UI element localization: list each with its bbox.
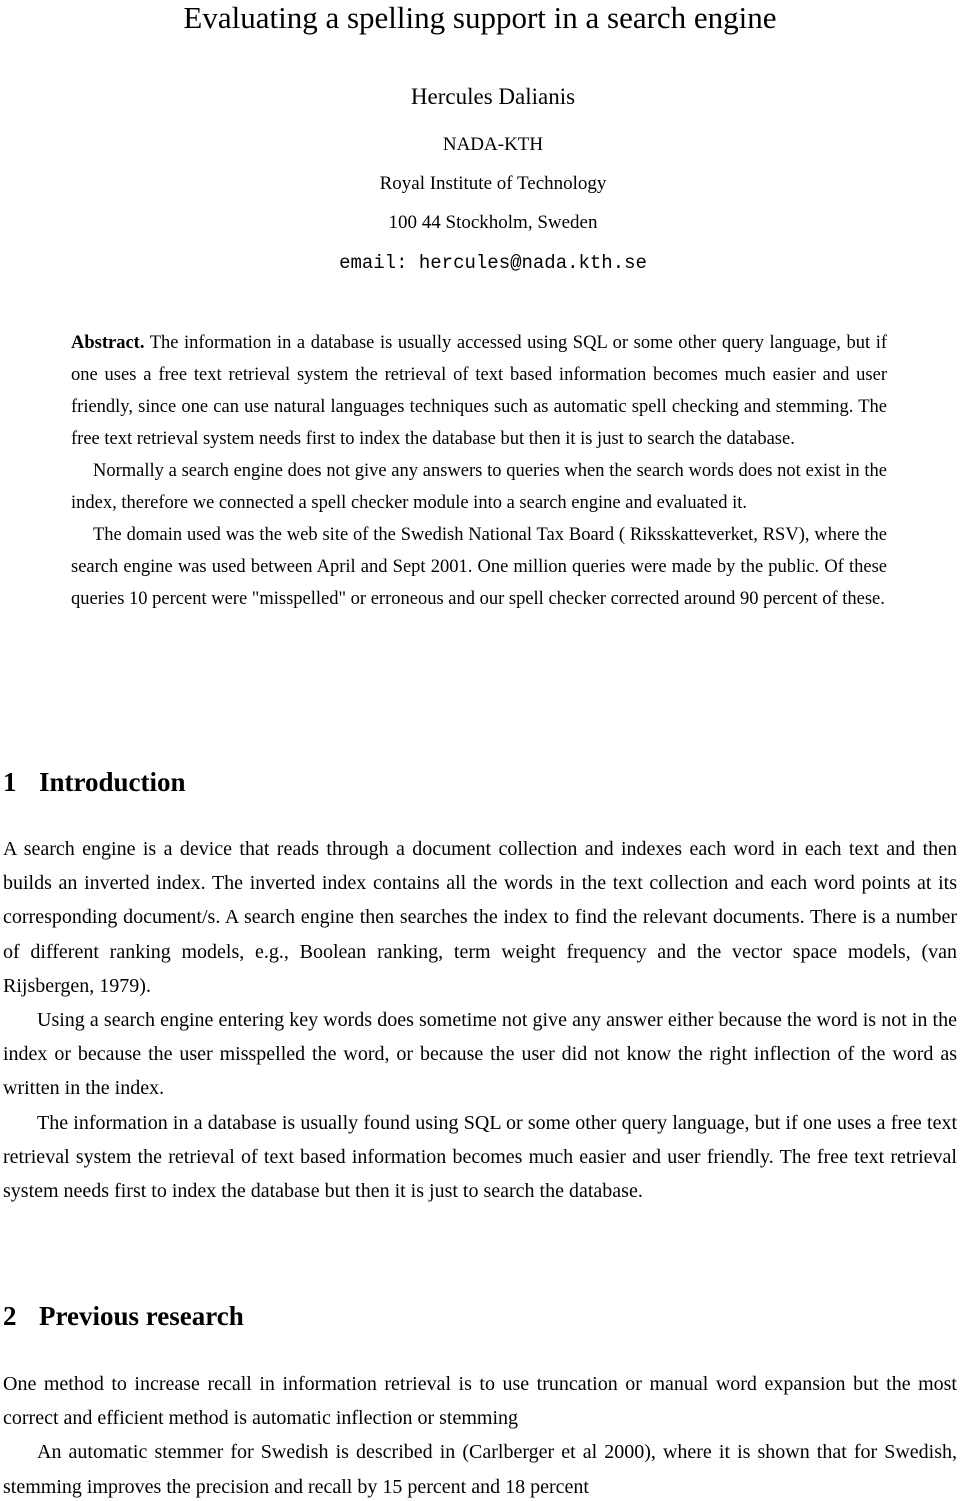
affiliation-department: NADA-KTH xyxy=(442,134,544,155)
author-email: email: hercules@nada.kth.se xyxy=(339,252,647,274)
section-heading-previous-research xyxy=(3,1300,244,1332)
introduction-paragraph-1: A search engine is a device that reads through a document collection and indexes each word in each text and then builds an inverted index. The inverted index contains all the words in the text collection and each word points at its corresponding document/s. A search engine then searches the index to find the relevant documents. There is a number of different ranking models, e.g., Boolean ranking, term weight frequency and the vector space models, (van Rijsbergen, 1979). xyxy=(3,838,957,997)
paper-title: Evaluating a spelling support in a search engine xyxy=(183,0,777,35)
abstract-paragraph-3: The domain used was the web site of the Swedish National Tax Board ( Riksskatteverket, RSV), where the search engine was used between April and Sept 2001. One million queries were made by the public. Of these queries 10 percent were "misspelled" or erroneous and our spell checker corrected around 90 percent of these. xyxy=(71,525,887,609)
section-title: Introduction xyxy=(39,767,186,797)
section-title: Previous research xyxy=(39,1301,244,1331)
author-name: Hercules Dalianis xyxy=(410,84,576,109)
abstract-paragraph-1 xyxy=(71,327,887,455)
previous-research-paragraph-1: One method to increase recall in information retrieval is to use truncation or manual word expansion but the most correct and efficient method is automatic inflection or stemming xyxy=(3,1373,957,1430)
previous-research-body xyxy=(3,1367,957,1501)
introduction-body xyxy=(3,832,957,1208)
abstract-label: Abstract. xyxy=(71,333,145,353)
abstract-paragraph-2: Normally a search engine does not give any answers to queries when the search words does not exist in the index, therefore we connected a spell checker module into a search engine and evaluated it. xyxy=(71,461,887,513)
section-heading-introduction xyxy=(3,766,186,798)
affiliation-institute: Royal Institute of Technology xyxy=(379,173,607,194)
introduction-paragraph-3: The information in a database is usually found using SQL or some other query language, but if one uses a free text retrieval system the retrieval of text based information becomes much easier and user friendly. The free text retrieval system needs first to index the database but then it is just to search the database. xyxy=(3,1111,957,1203)
abstract xyxy=(71,327,887,615)
section-number: 1 xyxy=(3,767,17,797)
section-number: 2 xyxy=(3,1301,17,1331)
affiliation-address: 100 44 Stockholm, Sweden xyxy=(388,212,598,233)
introduction-paragraph-2: Using a search engine entering key words does sometime not give any answer either because the word is not in the index or because the user misspelled the word, or because the user did not know the right inflection of the word as written in the index. xyxy=(3,1009,957,1100)
previous-research-paragraph-2: An automatic stemmer for Swedish is described in (Carlberger et al 2000), where it is shown that for Swedish, stemming improves the precision and recall by 15 percent and 18 percent xyxy=(3,1441,957,1498)
abstract-text-1: The information in a database is usually accessed using SQL or some other query language, but if one uses a free text retrieval system the retrieval of text based information becomes much easier and user friendly, since one can use natural languages techniques such as automatic spell checking and stemming. The free text retrieval system needs first to index the database but then it is just to search the database. xyxy=(71,333,887,449)
